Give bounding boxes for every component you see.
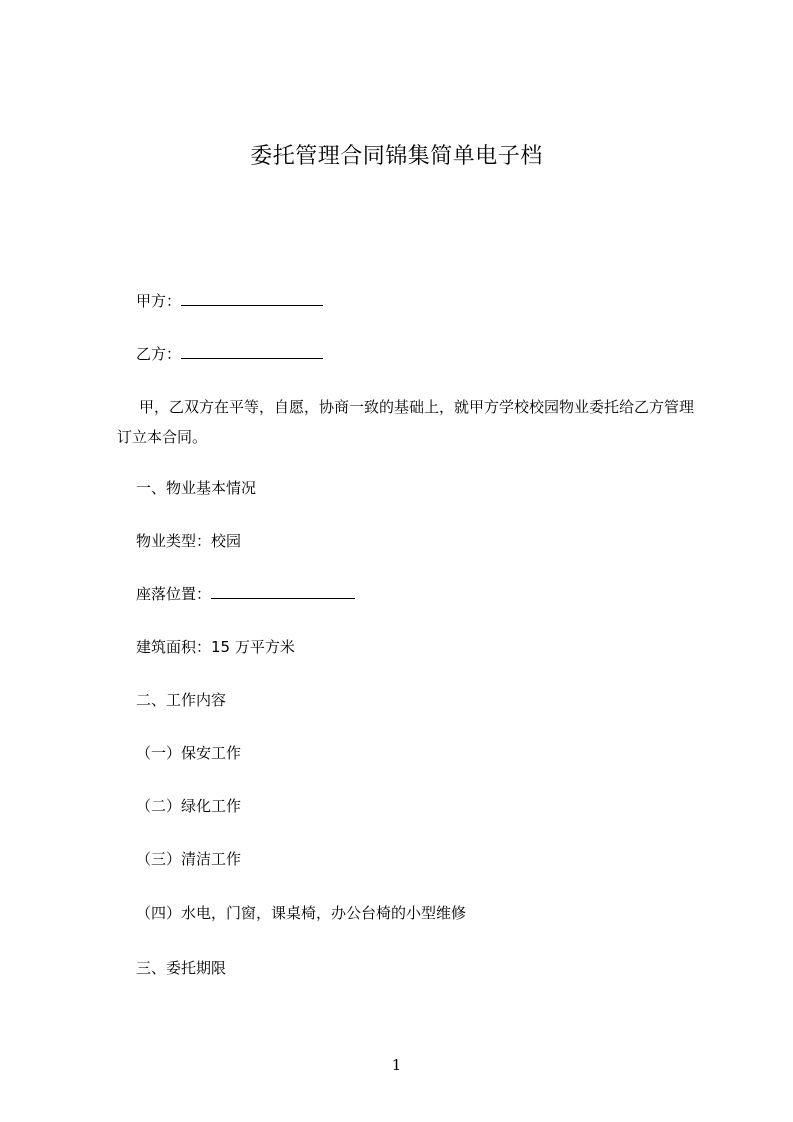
work-item-2: （二）绿化工作 [136, 797, 242, 815]
building-area: 建筑面积：15 万平方米 [136, 638, 295, 656]
document-title: 委托管理合同锦集简单电子档 [250, 144, 543, 169]
party-b-line [136, 344, 323, 364]
location-blank [211, 584, 355, 599]
party-a-label: 甲方： [136, 292, 182, 310]
page-number: 1 [391, 1056, 402, 1074]
party-a-line [136, 291, 323, 311]
intro-paragraph [117, 392, 697, 452]
location-line [136, 584, 355, 604]
intro-text: 甲，乙双方在平等，自愿，协商一致的基础上，就甲方学校校园物业委托给乙方管理订立本合同。 [117, 398, 695, 446]
section-1-heading: 一、物业基本情况 [136, 479, 257, 497]
party-b-label: 乙方： [136, 345, 182, 363]
party-b-blank [181, 344, 323, 359]
party-a-blank [181, 291, 323, 306]
location-label: 座落位置： [136, 585, 212, 603]
property-type: 物业类型：校园 [136, 532, 242, 550]
section-2-heading: 二、工作内容 [136, 691, 227, 709]
work-item-1: （一）保安工作 [136, 744, 242, 762]
work-item-4: （四）水电，门窗，课桌椅，办公台椅的小型维修 [136, 904, 467, 922]
work-item-3: （三）清洁工作 [136, 850, 242, 868]
section-3-heading: 三、委托期限 [136, 959, 227, 977]
